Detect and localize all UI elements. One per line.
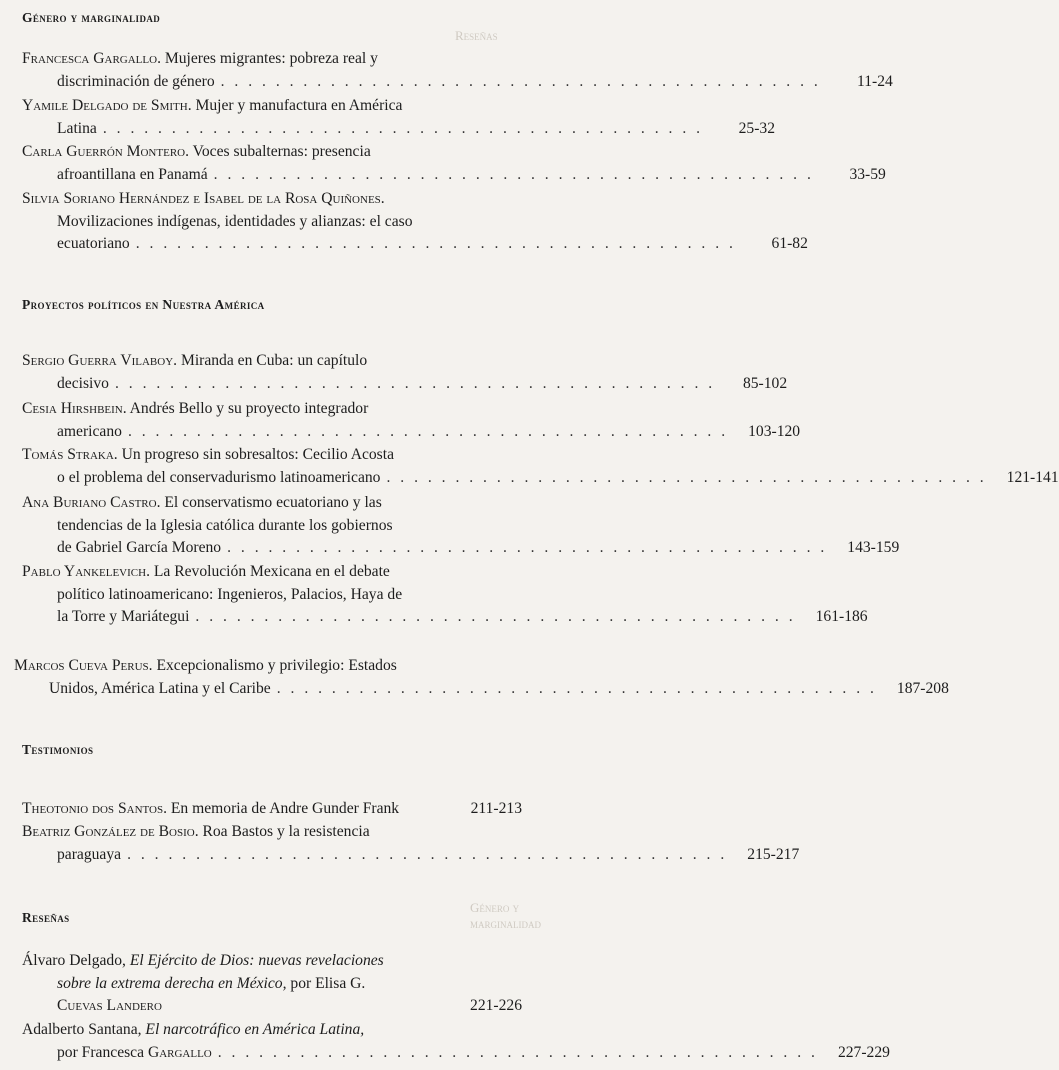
section-heading-resenas: Reseñas [22,910,70,925]
entry-pages: 85-102 [742,374,788,392]
entry-author: Carla Guerrón Montero [22,143,186,160]
entry-pages: 227-229 [837,1043,890,1061]
toc-entry[interactable]: Ana Buriano Castro. El conservatismo ecuatoriano y las tendencias de la Iglesia católica durante los gobiernos de Gabriel García Moreno . . . . . . . . . . . . . . . . . . . . . . . . . . . . . . . . . . . . . . . . . . . . 143-159 [22,492,522,560]
entry-pages: 211-213 [470,800,522,817]
entry-title-cont: tendencias de la Iglesia católica durante los gobiernos [57,516,393,534]
entry-title: Andrés Bello y su proyecto integrador [129,400,369,417]
leader-dots: . . . . . . . . . . . . . . . . . . . . . . . . . . . . . . . . . . . . . . . . . . . . [386,468,987,486]
entry-title: Mujeres migrantes: pobreza real y [164,50,378,67]
entry-pages: 25-32 [738,119,776,137]
entry-title-cont: afroantillana en Panamá [57,165,208,183]
toc-entry[interactable]: Silvia Soriano Hernández e Isabel de la Rosa Quiñones. Movilizaciones indígenas, identidades y alianzas: el caso ecuatoriano . . . . . . . . . . . . . . . . . . . . . . . . . . . . . . . . . . . . . . . . . . . . 61-82 [22,188,522,256]
entry-title-cont: o el problema del conservadurismo latinoamericano [57,468,381,486]
entry-pages: 221-226 [470,997,522,1014]
section-heading-genero: Género y marginalidad [22,10,161,25]
entry-pages: 215-217 [747,845,800,863]
leader-dots: . . . . . . . . . . . . . . . . . . . . . . . . . . . . . . . . . . . . . . . . . . . . [227,539,828,556]
entry-title-cont: de Gabriel García Moreno [57,539,222,556]
entry-pages: 187-208 [896,679,949,697]
toc-entry[interactable]: Cesia Hirshbein. Andrés Bello y su proyecto integrador americano . . . . . . . . . . . . . . . . . . . . . . . . . . . . . . . . . . . . . . . . . . . . 103-120 [22,398,522,443]
entry-title: Un progreso sin sobresaltos: Cecilio Acosta [121,446,394,463]
entry-pages: 121-141 [1006,468,1059,486]
entry-title: Mujer y manufactura en América [195,97,403,114]
leader-dots: . . . . . . . . . . . . . . . . . . . . . . . . . . . . . . . . . . . . . . . . . . . . [195,608,796,625]
entry-author: Silvia Soriano Hernández e Isabel de la Rosa Quiñones [22,190,381,207]
entry-title: Roa Bastos y la resistencia [202,823,370,840]
entry-title: Voces subalternas: presencia [192,143,371,160]
entry-reviewer-name: Gargallo [147,1043,212,1061]
entry-title-cont: la Torre y Mariátegui [57,608,190,625]
entry-author: Yamile Delgado de Smith [22,97,188,114]
entry-author: Tomás Straka [22,446,114,463]
entry-author: Theotonio dos Santos [22,800,164,817]
entry-title-cont: discriminación de género [57,72,215,90]
entry-title-cont: paraguaya [57,845,122,863]
entry-author: Adalberto Santana, [22,1021,142,1038]
entry-title: La Revolución Mexicana en el debate [153,563,390,580]
leader-dots: . . . . . . . . . . . . . . . . . . . . . . . . . . . . . . . . . . . . . . . . . . . . [217,1043,818,1061]
entry-author: Marcos Cueva Perus [14,657,149,674]
toc-entry[interactable]: Carla Guerrón Montero. Voces subalternas: presencia afroantillana en Panamá . . . . . . . . . . . . . . . . . . . . . . . . . . . . . . . . . . . . . . . . . . . . 33-59 [22,141,522,186]
entry-pages: 33-59 [849,165,886,183]
entry-title-cont: ecuatoriano [57,235,130,252]
entry-reviewer: por Francesca [57,1043,145,1061]
entry-title-cont: sobre la extrema derecha en México, [57,974,287,992]
leader-dots: . . . . . . . . . . . . . . . . . . . . . . . . . . . . . . . . . . . . . . . . . . . . [276,679,877,697]
leader-dots: . . . . . . . . . . . . . . . . . . . . . . . . . . . . . . . . . . . . . . . . . . . . [102,119,704,137]
leader-dots: . . . . . . . . . . . . . . . . . . . . . . . . . . . . . . . . . . . . . . . . . . . . [114,374,716,392]
bleed-through-header: Reseñas [455,28,498,43]
entry-author: Cesia Hirshbein [22,400,123,417]
entry-pages: 143-159 [847,539,900,556]
toc-entry[interactable]: Francesca Gargallo. Mujeres migrantes: pobreza real y discriminación de género . . . . . . . . . . . . . . . . . . . . . . . . . . . . . . . . . . . . . . . . . . . . 11-24 [22,48,522,93]
entry-title: Miranda en Cuba: un capítulo [180,352,368,369]
entry-title-cont: decisivo [57,374,109,392]
toc-entry[interactable] [22,1019,890,1064]
entry-author: Álvaro Delgado, [22,952,126,969]
entry-author: Sergio Guerra Vilaboy [22,352,174,369]
entry-pages: 103-120 [748,422,801,440]
entry-title-cont: Latina [57,119,97,137]
leader-dots: . . . . . . . . . . . . . . . . . . . . . . . . . . . . . . . . . . . . . . . . . . . . [135,235,736,252]
leader-dots: . . . . . . . . . . . . . . . . . . . . . . . . . . . . . . . . . . . . . . . . . . . . [220,72,821,90]
entry-pages: 11-24 [856,72,893,90]
entry-title: Excepcionalismo y privilegio: Estados [156,657,397,674]
section-heading-proyectos: Proyectos políticos en Nuestra América [22,297,265,312]
entry-title: El Ejército de Dios: nuevas revelaciones [129,952,384,969]
leader-dots: . . . . . . . . . . . . . . . . . . . . . . . . . . . . . . . . . . . . . . . . . . . . [127,422,729,440]
section-heading-testimonios: Testimonios [22,742,94,757]
entry-author: Pablo Yankelevich [22,563,147,580]
entry-author: Francesca Gargallo [22,50,158,67]
bleed-through-heading: Género y marginalidad [470,900,541,931]
entry-title-cont: Unidos, América Latina y el Caribe [49,679,271,697]
entry-author: Ana Buriano Castro [22,494,157,511]
entry-author: Beatriz González de Bosio [22,823,195,840]
toc-entry[interactable]: Tomás Straka. Un progreso sin sobresaltos: Cecilio Acosta o el problema del conservadurismo latinoamericano . . . . . . . . . . . . . . . . . . . . . . . . . . . . . . . . . . . . . . . . . . . . 121-141 [22,444,522,489]
leader-dots: . . . . . . . . . . . . . . . . . . . . . . . . . . . . . . . . . . . . . . . . . . . . [127,845,728,863]
entry-pages: 61-82 [771,235,808,252]
entry-pages: 161-186 [815,608,868,625]
toc-entry[interactable]: Sergio Guerra Vilaboy. Miranda en Cuba: un capítulo decisivo . . . . . . . . . . . . . . . . . . . . . . . . . . . . . . . . . . . . . . . . . . . . 85-102 [22,350,522,395]
entry-title: El conservatismo ecuatoriano y las [164,494,382,511]
toc-entry[interactable]: Beatriz González de Bosio. Roa Bastos y la resistencia paraguaya . . . . . . . . . . . . . . . . . . . . . . . . . . . . . . . . . . . . . . . . . . . . 215-217 [22,821,522,866]
toc-entry[interactable]: Yamile Delgado de Smith. Mujer y manufactura en América Latina . . . . . . . . . . . . . . . . . . . . . . . . . . . . . . . . . . . . . . . . . . . . 25-32 [22,95,522,140]
toc-entry[interactable] [22,950,522,1018]
entry-title-cont: político latinoamericano: Ingenieros, Palacios, Haya de [57,585,403,603]
leader-dots: . . . . . . . . . . . . . . . . . . . . . . . . . . . . . . . . . . . . . . . . . . . . [213,165,814,183]
toc-entry[interactable]: Marcos Cueva Perus. Excepcionalismo y privilegio: Estados Unidos, América Latina y el Caribe . . . . . . . . . . . . . . . . . . . . . . . . . . . . . . . . . . . . . . . . . . . . 187-208 [14,655,522,700]
entry-title: En memoria de Andre Gunder Frank [170,800,400,817]
toc-entry[interactable]: Theotonio dos Santos. En memoria de Andre Gunder Frank 211-213 [22,798,522,821]
entry-title: El narcotráfico en América Latina, [145,1021,365,1038]
entry-reviewer: por Elisa G. [290,974,366,992]
entry-title-cont: americano [57,422,122,440]
entry-title: Movilizaciones indígenas, identidades y alianzas: el caso [57,212,413,230]
entry-reviewer-name: Cuevas Landero [57,997,162,1014]
toc-entry[interactable]: Pablo Yankelevich. La Revolución Mexicana en el debate político latinoamericano: Ingenieros, Palacios, Haya de la Torre y Mariátegui . . . . . . . . . . . . . . . . . . . . . . . . . . . . . . . . . . . . . . . . . . . . 161-186 [22,561,522,629]
